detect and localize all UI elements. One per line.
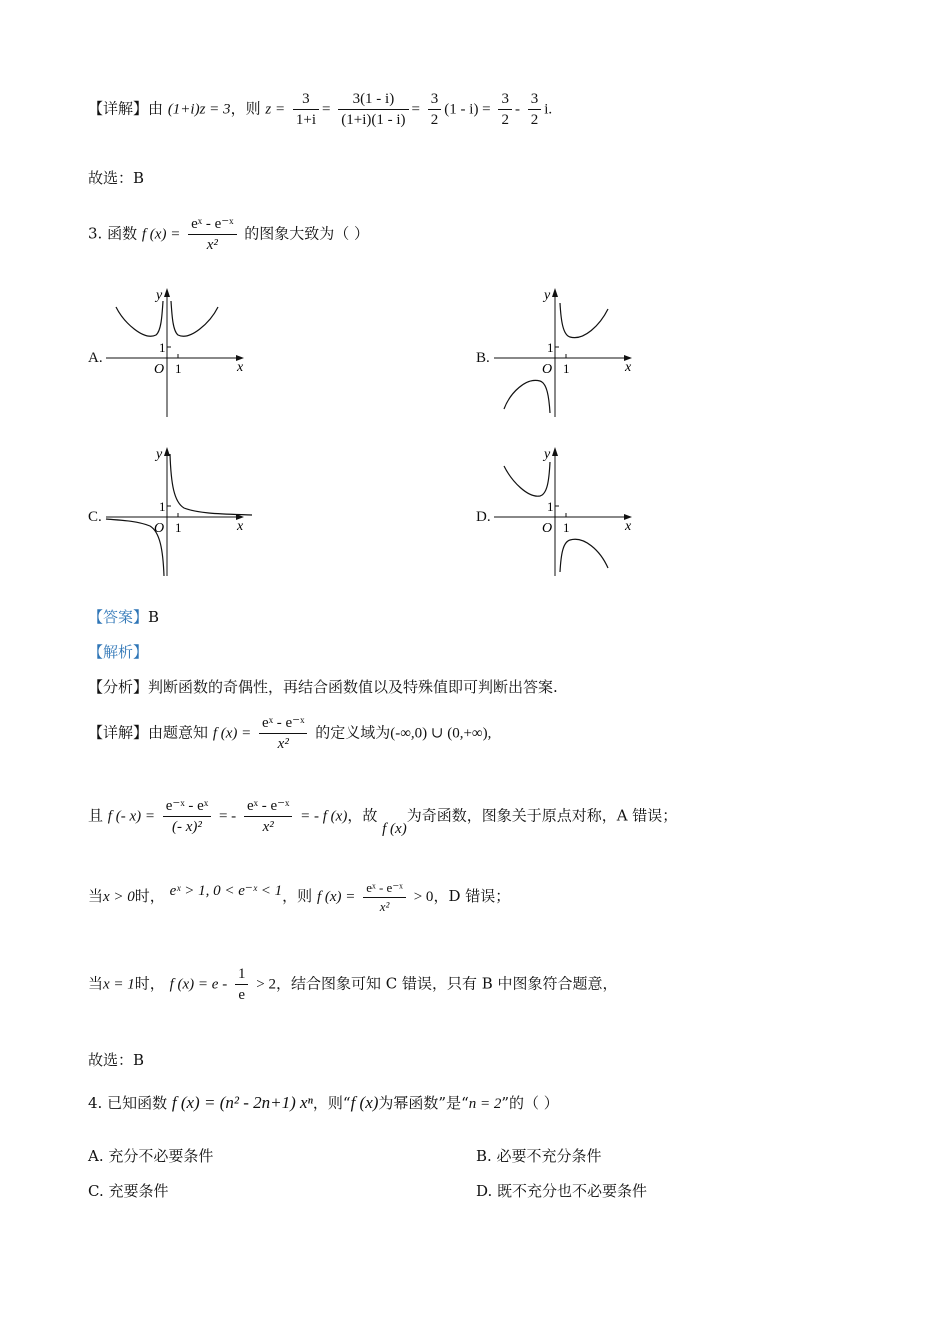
answer-tag: 【答案】 [88, 608, 149, 626]
text: 为奇函数，图象关于原点对称，A 错误； [406, 806, 678, 825]
detail-line-1 [88, 714, 491, 753]
fraction: $\frac{\text{e⁻ˣ - eˣ}}{\text{(- x)²}}$ [163, 797, 211, 836]
text: 的定义域为 [315, 723, 391, 742]
y-arrow [552, 288, 558, 297]
math: = - f (x) [300, 808, 348, 825]
fraction: $\frac{3}{1+i}$ [293, 90, 319, 129]
y-label: y [544, 288, 551, 303]
curve-left [116, 301, 163, 336]
x-label: x [625, 360, 632, 375]
fraction: $\frac{1}{e}$ [235, 965, 249, 1004]
x-label: x [237, 519, 244, 534]
q2-detail-line [88, 90, 552, 129]
fraction: $\frac{3(1 - i)}{(1+i)(1 - i)}$ [338, 90, 408, 129]
math: f (- x) = [107, 808, 155, 825]
x-label: x [237, 360, 244, 375]
detail-line-2 [88, 797, 677, 836]
origin-label: O [542, 362, 553, 377]
detail-line-3 [88, 880, 510, 914]
math: x > 0 [103, 889, 135, 906]
fraction: $\frac{\text{eˣ - e⁻ˣ}}{\text{x²}}$ [244, 797, 292, 836]
origin-label: O [154, 521, 165, 536]
text: ，则 [230, 99, 261, 118]
math: > 2 [256, 976, 276, 993]
curve-right [170, 454, 252, 515]
fraction: $\frac{\text{eˣ - e⁻ˣ}}{\text{x²}}$ [188, 215, 236, 254]
text: 的图象大致为（ ） [244, 224, 370, 243]
math: (-∞,0) ∪ (0,+∞), [390, 725, 492, 742]
math: (1 - i) = [444, 101, 491, 118]
origin-label: O [542, 521, 553, 536]
tick-label: 1 [175, 520, 182, 535]
math: f (x) = [212, 725, 252, 742]
text: ，则“ [312, 1094, 351, 1112]
math: = [411, 101, 420, 118]
math: - [514, 101, 520, 118]
fenxi-tag: 【分析】 [88, 678, 149, 696]
question-number: 4. 已知函数 [88, 1094, 168, 1112]
origin-label: O [154, 362, 165, 377]
y-label: y [544, 447, 551, 462]
text: 当 [88, 974, 104, 993]
math: i. [544, 101, 553, 118]
question-number: 3. 函数 [88, 224, 138, 243]
option-b-label: B. [476, 350, 490, 366]
fraction: $\frac{\text{eˣ - e⁻ˣ}}{\text{x²}}$ [363, 880, 406, 914]
text: ，故 [347, 806, 378, 825]
text: 由题意知 [148, 723, 209, 742]
tick-label: 1 [547, 340, 554, 355]
math: = - [218, 808, 237, 825]
math: (1+i)z = 3 [167, 101, 231, 118]
fraction: $\frac{3}{2}$ [498, 90, 512, 129]
math: eˣ > 1, 0 < e⁻ˣ < 1 [169, 883, 283, 900]
curve-right [560, 539, 608, 572]
math: z = [265, 101, 286, 118]
option-c-label: C. [88, 509, 102, 525]
answer-line [88, 606, 159, 627]
graph-d [492, 444, 642, 579]
fraction: $\frac{3}{2}$ [428, 90, 442, 129]
y-arrow [164, 288, 170, 297]
math: f (x) = [141, 226, 181, 243]
y-arrow [164, 447, 170, 456]
detail-line-4 [88, 965, 618, 1004]
text: ，则 [282, 887, 313, 906]
tick-label: 1 [159, 340, 166, 355]
q4-option-d[interactable]: D. 既不充分也不必要条件 [476, 1182, 648, 1200]
text: 且 [88, 806, 104, 825]
math: f (x) [350, 1093, 379, 1112]
text: 当 [88, 887, 104, 906]
graph-b [492, 285, 642, 420]
math: > 0 [413, 889, 434, 906]
tick-label: 1 [159, 499, 166, 514]
curve-right [560, 303, 608, 338]
curve-right [171, 301, 218, 336]
text: 时， [134, 974, 165, 993]
q3-stem [88, 215, 369, 254]
math: f (x) = (n² - 2n+1) xⁿ [171, 1093, 313, 1112]
q4-option-a[interactable]: A. 充分不必要条件 [88, 1147, 214, 1165]
text: 时， [134, 887, 165, 906]
fenxi-text: 判断函数的奇偶性，再结合函数值以及特殊值即可判断出答案. [148, 678, 558, 696]
text: ，D 错误； [433, 887, 511, 906]
option-d-label: D. [476, 509, 491, 525]
math: f (x) = [316, 889, 356, 906]
fraction: $\frac{\text{eˣ - e⁻ˣ}}{\text{x²}}$ [259, 714, 307, 753]
y-label: y [156, 447, 163, 462]
x-label: x [625, 519, 632, 534]
option-a-label: A. [88, 350, 103, 366]
q2-answer: 故选：B [88, 169, 145, 187]
text: 由 [148, 99, 164, 118]
y-label: y [156, 288, 163, 303]
graph-a [104, 285, 254, 420]
q4-stem [88, 1092, 559, 1113]
q4-option-b[interactable]: B. 必要不充分条件 [476, 1147, 602, 1165]
q4-option-c[interactable]: C. 充要条件 [88, 1182, 169, 1200]
tick-label: 1 [563, 520, 570, 535]
tick-label: 1 [547, 499, 554, 514]
math: x = 1 [103, 976, 135, 993]
curve-left [504, 462, 550, 496]
tick-label: 1 [563, 361, 570, 376]
graph-c [104, 444, 254, 579]
fenxi-line [88, 676, 558, 697]
text: 为幂函数”是“ [378, 1094, 469, 1112]
detail-tag: 【详解】 [88, 99, 149, 118]
detail-tag: 【详解】 [88, 723, 149, 742]
curve-left [504, 380, 550, 413]
math: f (x) = e - [169, 976, 228, 993]
math: n = 2 [468, 1096, 502, 1112]
fraction: $\frac{3}{2}$ [528, 90, 542, 129]
math: = [322, 101, 331, 118]
answer-value: B [148, 608, 160, 626]
tick-label: 1 [175, 361, 182, 376]
text: ”的（ ） [501, 1094, 559, 1112]
q3-final-answer: 故选：B [88, 1051, 145, 1069]
analysis-tag: 【解析】 [88, 643, 149, 661]
y-arrow [552, 447, 558, 456]
math: f (x) [382, 820, 407, 837]
text: ，结合图象可知 C 错误，只有 B 中图象符合题意， [275, 974, 618, 993]
